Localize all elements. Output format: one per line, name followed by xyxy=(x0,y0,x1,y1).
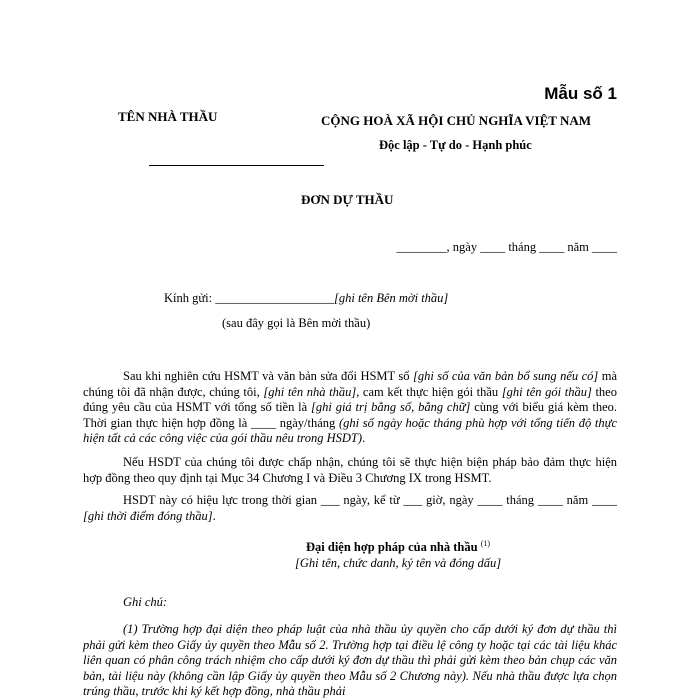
national-motto: Độc lập - Tự do - Hạnh phúc xyxy=(379,138,532,152)
document-title: ĐƠN DỰ THẦU xyxy=(301,192,394,207)
p3-run: [ghi thời điểm đóng thầu] xyxy=(83,508,213,523)
signature-note: [Ghi tên, chức danh, ký tên và đóng dấu] xyxy=(295,556,502,570)
signature-line xyxy=(149,165,324,166)
p1-run: (ghi số ngày hoặc tháng phù hợp với tổng tiến độ thực hiện tất cả các công việc của gói thầu nêu trong HSDT) xyxy=(83,415,617,445)
recipient-note: (sau đây gọi là Bên mời thầu) xyxy=(222,316,371,330)
signature-block xyxy=(306,539,490,555)
paragraph-1 xyxy=(83,369,617,447)
recipient-line xyxy=(164,291,448,306)
notes-heading: Ghi chú: xyxy=(123,595,168,609)
paragraph-2: Nếu HSDT của chúng tôi được chấp nhận, chúng tôi sẽ thực hiện biện pháp bảo đảm thực hiện hợp đồng theo quy định tại Mục 34 Chương I và Điều 3 Chương IX trong HSMT. xyxy=(83,455,617,485)
p1-run: [ghi tên nhà thầu] xyxy=(263,384,357,399)
recipient-label: Kính gửi: ___________________ xyxy=(164,291,334,305)
p1-run: . xyxy=(362,431,366,445)
p1-run: cùng với biểu giá kèm theo. Thời gian thực hiện hợp đồng là ____ ngày/tháng xyxy=(83,400,617,430)
p1-run: [ghi tên gói thầu] xyxy=(501,384,592,399)
p3-run: . xyxy=(212,508,216,523)
p1-run: Sau khi nghiên cứu HSMT và văn bản sửa đổi HSMT số xyxy=(123,369,413,383)
paragraph-3 xyxy=(83,493,617,524)
note-1: (1) Trường hợp đại diện theo pháp luật của nhà thầu ủy quyền cho cấp dưới ký đơn dự thầu thì phải gửi kèm theo Giấy ủy quyền theo Mẫu số 2. Trường hợp tại điều lệ công ty hoặc tại các tài liệu khác liên quan có phân công trách nhiệm cho cấp dưới ký đơn dự thầu thì phải gửi kèm theo bản chụp các văn bản, tài liệu này (không cần lập Giấy ủy quyền theo Mẫu số 2 Chương này). Nếu nhà thầu được lựa chọn trúng thầu, trước khi ký kết hợp đồng, nhà thầu phải xyxy=(83,622,617,698)
p3-run: HSDT này có hiệu lực trong thời gian ___ ngày, kể từ ___ giờ, ngày ____ tháng ____ năm ____ xyxy=(123,493,617,507)
recipient-placeholder: [ghi tên Bên mời thầu] xyxy=(333,291,449,305)
p1-run: theo đúng yêu cầu của HSMT với tổng số tiền là xyxy=(83,384,617,414)
footnote-ref: (1) xyxy=(480,539,491,548)
p1-run: mà chúng tôi đã nhận được, chúng tôi, xyxy=(83,369,617,399)
p1-run: [ghi số của văn bản bổ sung nếu có] xyxy=(412,369,599,383)
form-number: Mẫu số 1 xyxy=(544,84,617,103)
date-line: ________, ngày ____ tháng ____ năm ____ xyxy=(396,240,617,254)
p1-run: [ghi giá trị bằng số, bằng chữ] xyxy=(311,400,471,414)
p1-run: , cam kết thực hiện gói thầu xyxy=(356,384,502,399)
contractor-name: TÊN NHÀ THẦU xyxy=(118,109,218,124)
republic-heading: CỘNG HOÀ XÃ HỘI CHỦ NGHĨA VIỆT NAM xyxy=(321,113,592,128)
signature-title: Đại diện hợp pháp của nhà thầu xyxy=(306,540,478,555)
